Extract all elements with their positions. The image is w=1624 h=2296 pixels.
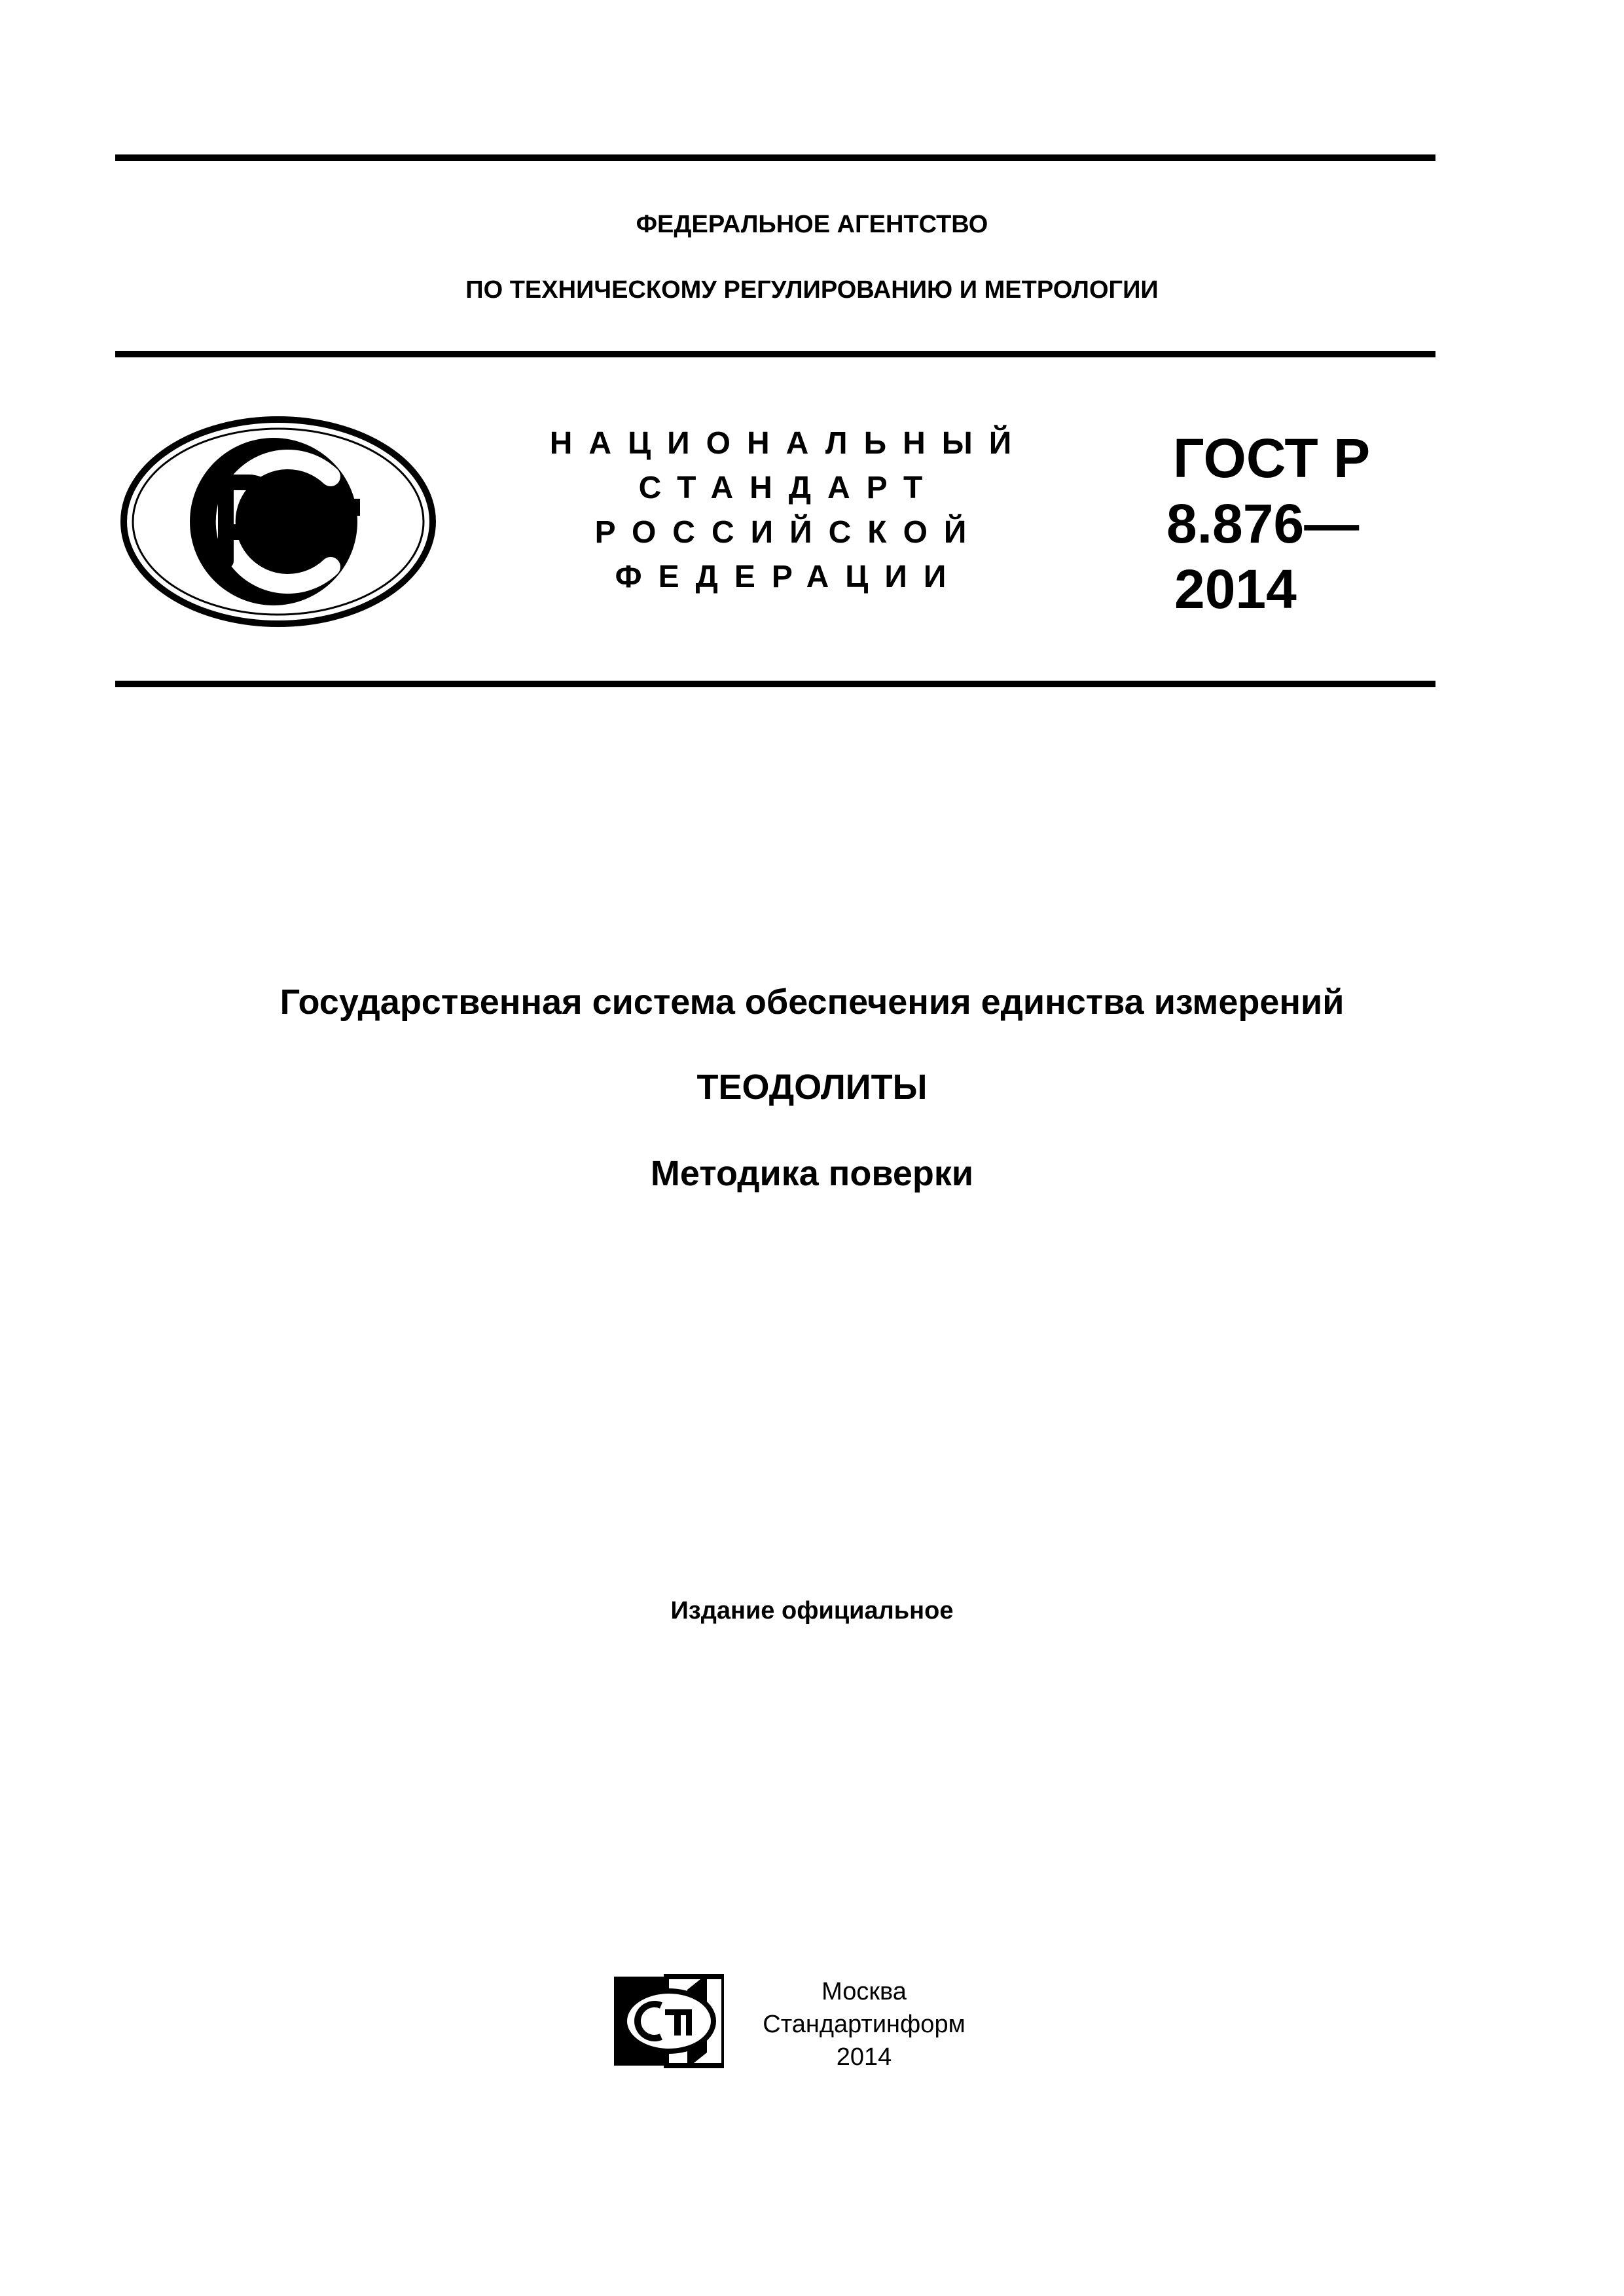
edition-note: Издание официальное xyxy=(670,1597,954,1624)
gost-designation-line-2: 8.876— xyxy=(1166,493,1360,554)
standard-divider xyxy=(115,681,1435,687)
title-subject: ТЕОДОЛИТЫ xyxy=(696,1067,928,1107)
title-system: Государственная система обеспечения единства измерений xyxy=(280,982,1344,1022)
standartinform-logo-icon xyxy=(609,1971,724,2070)
top-rule xyxy=(115,154,1435,161)
national-standard-line-3: РОССИЙСКОЙ xyxy=(594,515,983,550)
agency-line-2: ПО ТЕХНИЧЕСКОМУ РЕГУЛИРОВАНИЮ И МЕТРОЛОГИИ xyxy=(465,276,1159,304)
gost-designation-line-1: ГОСТ Р xyxy=(1173,427,1371,489)
national-standard-line-2: СТАНДАРТ xyxy=(638,471,939,505)
header-divider xyxy=(115,351,1435,357)
title-method: Методика поверки xyxy=(650,1154,974,1193)
publisher-city: Москва xyxy=(821,1978,907,2005)
publisher-year: 2014 xyxy=(836,2043,892,2071)
publisher-name: Стандартинформ xyxy=(763,2011,965,2038)
national-standard-line-1: НАЦИОНАЛЬНЫЙ xyxy=(549,426,1028,461)
national-standard-line-4: ФЕДЕРАЦИИ xyxy=(615,560,963,594)
rst-emblem-icon xyxy=(118,414,439,630)
agency-line-1: ФЕДЕРАЛЬНОЕ АГЕНТСТВО xyxy=(636,211,988,238)
gost-designation-line-3: 2014 xyxy=(1174,558,1297,620)
